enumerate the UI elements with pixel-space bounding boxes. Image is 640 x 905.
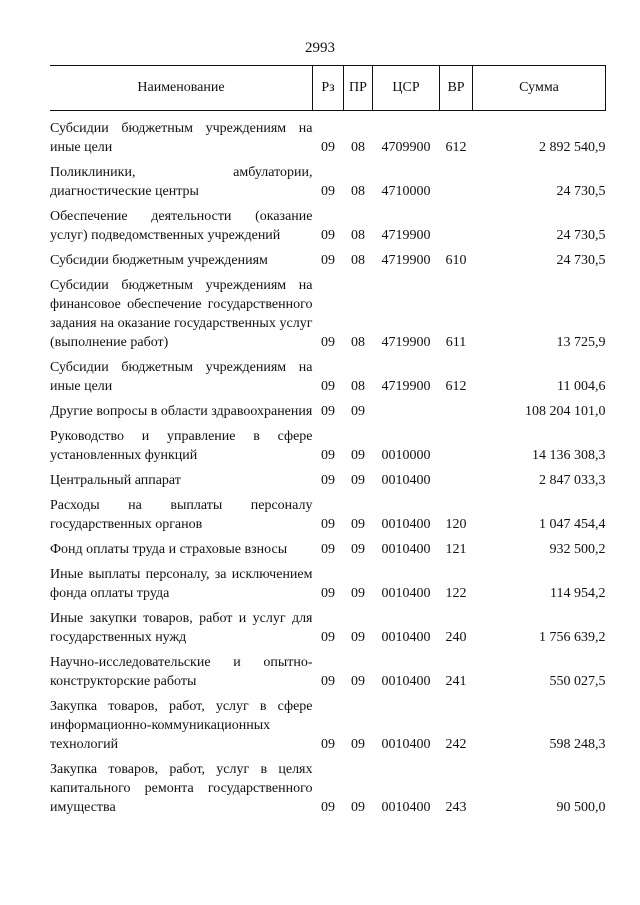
row-csr — [373, 402, 440, 427]
row-rz: 09 — [321, 228, 335, 243]
row-name: Закупка товаров, работ, услуг в сфере информационно-коммуникационных технологий — [50, 699, 313, 752]
row-name: Поликлиники, амбулатории, диагностические центры — [50, 165, 313, 199]
row-sum: 24 730,5 — [556, 253, 606, 268]
row-vr: 612 — [445, 140, 467, 155]
row-rz: 09 — [321, 542, 335, 557]
row-csr: 0010000 — [381, 448, 431, 463]
row-sum: 114 954,2 — [550, 586, 606, 601]
row-rz: 09 — [321, 517, 335, 532]
row-csr: 4719900 — [381, 228, 431, 243]
table-row — [50, 402, 606, 427]
row-sum: 13 725,9 — [556, 335, 606, 350]
header-pr: ПР — [344, 66, 373, 111]
row-csr: 0010400 — [381, 517, 431, 532]
row-rz: 09 — [321, 379, 335, 394]
row-csr: 0010400 — [381, 737, 431, 752]
row-sum: 2 847 033,3 — [539, 473, 606, 488]
row-rz: 09 — [321, 448, 335, 463]
row-name: Субсидии бюджетным учреждениям на иные цели — [50, 121, 313, 155]
row-sum: 108 204 101,0 — [525, 404, 606, 419]
row-sum: 90 500,0 — [556, 800, 606, 815]
table-body — [50, 111, 606, 824]
header-vr: ВР — [440, 66, 473, 111]
table-row — [50, 276, 606, 358]
table-row — [50, 653, 606, 697]
row-pr: 09 — [351, 800, 365, 815]
table-header-row — [50, 66, 606, 111]
table-row — [50, 207, 606, 251]
row-pr: 08 — [351, 379, 365, 394]
row-vr: 241 — [445, 674, 467, 689]
row-vr: 243 — [445, 800, 467, 815]
row-vr — [440, 471, 473, 496]
row-rz: 09 — [321, 473, 335, 488]
row-csr: 4709900 — [381, 140, 431, 155]
row-rz: 09 — [321, 674, 335, 689]
row-rz: 09 — [321, 253, 335, 268]
table-row — [50, 540, 606, 565]
row-name: Фонд оплаты труда и страховые взносы — [50, 542, 288, 557]
row-sum: 2 892 540,9 — [539, 140, 606, 155]
row-sum: 598 248,3 — [549, 737, 606, 752]
row-rz: 09 — [321, 630, 335, 645]
row-vr: 242 — [445, 737, 467, 752]
table-row — [50, 760, 606, 823]
table-row — [50, 251, 606, 276]
table-row — [50, 358, 606, 402]
row-csr: 0010400 — [381, 473, 431, 488]
row-rz: 09 — [321, 140, 335, 155]
row-rz: 09 — [321, 737, 335, 752]
row-csr: 4710000 — [381, 184, 431, 199]
row-name: Иные закупки товаров, работ и услуг для государственных нужд — [50, 611, 313, 645]
budget-table — [50, 65, 606, 823]
row-sum: 24 730,5 — [556, 184, 606, 199]
row-pr: 09 — [351, 542, 365, 557]
row-pr: 08 — [351, 253, 365, 268]
row-rz: 09 — [321, 335, 335, 350]
header-rz: Рз — [313, 66, 344, 111]
row-pr: 09 — [351, 404, 365, 419]
row-csr: 0010400 — [381, 674, 431, 689]
row-vr: 610 — [445, 253, 467, 268]
row-name: Иные выплаты персоналу, за исключением фонда оплаты труда — [50, 567, 313, 601]
row-pr: 08 — [351, 335, 365, 350]
row-name: Другие вопросы в области здравоохранения — [50, 404, 313, 419]
row-name: Субсидии бюджетным учреждениям на иные цели — [50, 360, 313, 394]
table-row — [50, 609, 606, 653]
row-sum: 1 756 639,2 — [539, 630, 606, 645]
row-pr: 09 — [351, 517, 365, 532]
row-pr: 09 — [351, 674, 365, 689]
header-sum: Сумма — [473, 66, 606, 111]
row-pr: 08 — [351, 228, 365, 243]
header-csr: ЦСР — [373, 66, 440, 111]
row-sum: 1 047 454,4 — [539, 517, 606, 532]
row-csr: 4719900 — [381, 379, 431, 394]
row-vr — [440, 207, 473, 251]
row-name: Обеспечение деятельности (оказание услуг) подведомственных учреждений — [50, 209, 313, 243]
row-pr: 08 — [351, 140, 365, 155]
row-vr: 120 — [445, 517, 467, 532]
row-rz: 09 — [321, 586, 335, 601]
row-pr: 08 — [351, 184, 365, 199]
row-name: Научно-исследовательские и опытно-конструкторские работы — [50, 655, 313, 689]
row-name: Закупка товаров, работ, услуг в целях капитального ремонта государственного имущества — [50, 762, 313, 815]
row-pr: 09 — [351, 737, 365, 752]
row-vr — [440, 163, 473, 207]
table-row — [50, 697, 606, 760]
row-rz: 09 — [321, 404, 335, 419]
row-csr: 4719900 — [381, 335, 431, 350]
row-name: Центральный аппарат — [50, 473, 181, 488]
row-name: Руководство и управление в сфере установленных функций — [50, 429, 313, 463]
row-pr: 09 — [351, 586, 365, 601]
header-name: Наименование — [50, 66, 313, 111]
row-name: Субсидии бюджетным учреждениям — [50, 253, 268, 268]
table-row — [50, 427, 606, 471]
row-csr: 0010400 — [381, 800, 431, 815]
row-vr: 122 — [445, 586, 467, 601]
table-row — [50, 471, 606, 496]
row-csr: 0010400 — [381, 542, 431, 557]
row-name: Расходы на выплаты персоналу государственных органов — [50, 498, 313, 532]
row-pr: 09 — [351, 448, 365, 463]
page-number: 2993 — [305, 40, 335, 56]
row-csr: 0010400 — [381, 586, 431, 601]
row-csr: 4719900 — [381, 253, 431, 268]
row-vr: 611 — [445, 335, 467, 350]
row-sum: 932 500,2 — [549, 542, 606, 557]
row-rz: 09 — [321, 184, 335, 199]
row-vr — [440, 427, 473, 471]
row-pr: 09 — [351, 630, 365, 645]
row-vr: 612 — [445, 379, 467, 394]
table-row — [50, 163, 606, 207]
table-row — [50, 565, 606, 609]
row-csr: 0010400 — [381, 630, 431, 645]
table-row — [50, 111, 606, 164]
row-name: Субсидии бюджетным учреждениям на финансовое обеспечение государственного задания на оказание государственных услуг (выполнение работ) — [50, 278, 313, 350]
row-vr: 240 — [445, 630, 467, 645]
row-sum: 24 730,5 — [556, 228, 606, 243]
row-sum: 11 004,6 — [557, 379, 606, 394]
row-pr: 09 — [351, 473, 365, 488]
row-vr — [440, 402, 473, 427]
table-row — [50, 496, 606, 540]
row-sum: 14 136 308,3 — [532, 448, 606, 463]
row-rz: 09 — [321, 800, 335, 815]
row-sum: 550 027,5 — [549, 674, 606, 689]
row-vr: 121 — [445, 542, 467, 557]
